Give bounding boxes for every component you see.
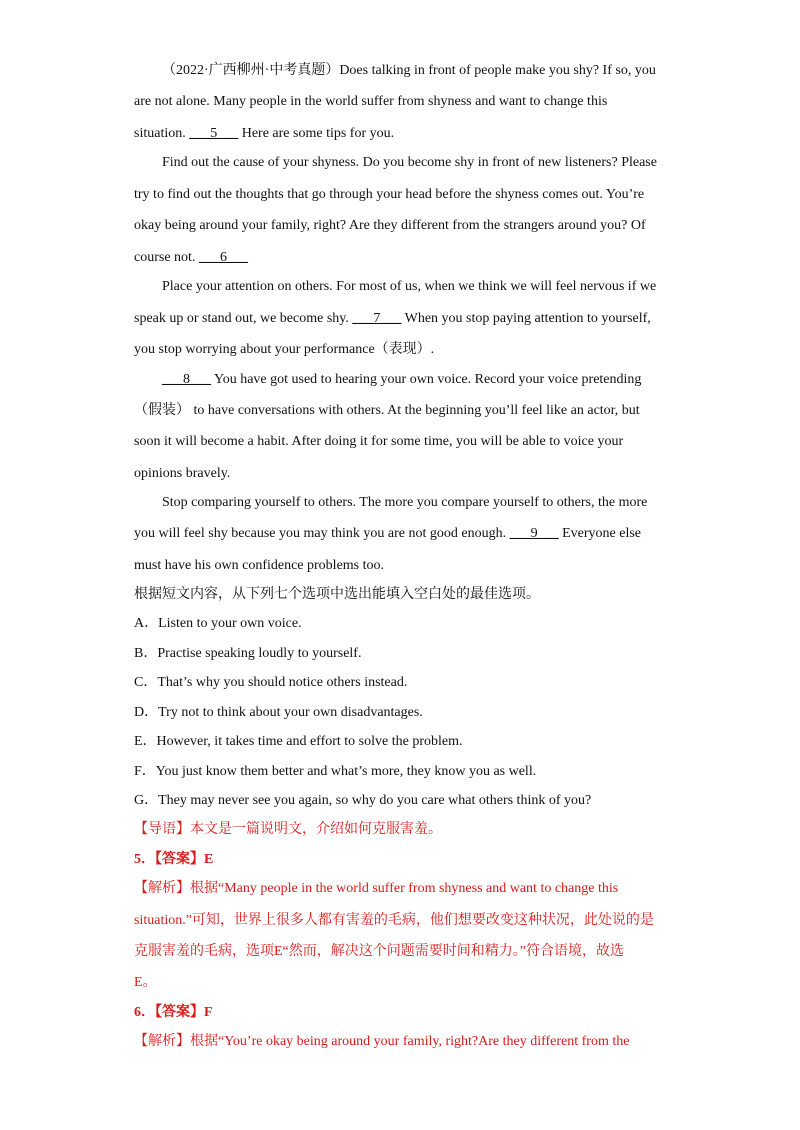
answer-6: 6．【答案】F <box>134 1005 213 1020</box>
passage-text: Here are some tips for you. <box>241 126 395 141</box>
blank-5: ___5___ <box>189 126 239 141</box>
passage-line: okay being around your family, right? Are they different from the strangers around you? Of <box>134 218 646 233</box>
option-a: A．Listen to your own voice. <box>134 616 302 631</box>
explanation-5: E。 <box>134 975 157 990</box>
passage-text: speak up or stand out, we become shy. <box>134 311 349 326</box>
blank-7: ___7___ <box>352 311 402 326</box>
passage-text: course not. <box>134 250 196 265</box>
option-c: C．That’s why you should notice others instead. <box>134 675 408 690</box>
passage-line <box>162 370 641 390</box>
passage-line: try to find out the thoughts that go through your head before the shyness comes out. You’re <box>134 187 645 202</box>
blank-8: ___8___ <box>162 372 211 387</box>
passage-text: When you stop paying attention to yourself, <box>404 311 651 326</box>
passage-line: you stop worrying about your performance（表现）. <box>134 342 435 357</box>
passage-line: opinions bravely. <box>134 466 231 481</box>
option-e: E．However, it takes time and effort to solve the problem. <box>134 734 463 749</box>
analysis-intro: 【导语】本文是一篇说明文，介绍如何克服害羞。 <box>134 822 442 837</box>
option-g: G．They may never see you again, so why do you care what others think of you? <box>134 793 592 808</box>
passage-line: Stop comparing yourself to others. The more you compare yourself to others, the more <box>162 495 648 510</box>
passage-line: Find out the cause of your shyness. Do you become shy in front of new listeners? Please <box>162 155 657 170</box>
explanation-5: 【解析】根据“Many people in the world suffer from shyness and want to change this <box>134 881 619 896</box>
explanation-5: 克服害羞的毛病，选项E“然而，解决这个问题需要时间和精力。”符合语境，故选 <box>134 944 624 959</box>
passage-line: are not alone. Many people in the world suffer from shyness and want to change this <box>134 94 608 109</box>
passage-line <box>134 124 394 144</box>
blank-6: ___6___ <box>198 250 248 265</box>
passage-line: must have his own confidence problems too. <box>134 558 385 573</box>
passage-text: you will feel shy because you may think you are not good enough. <box>134 526 507 541</box>
passage-text: Everyone else <box>562 526 642 541</box>
instruction: 根据短文内容，从下列七个选项中选出能填入空白处的最佳选项。 <box>134 587 540 602</box>
explanation-5: situation.”可知，世界上很多人都有害羞的毛病，他们想要改变这种状况，此处说的是 <box>134 913 654 928</box>
passage-line <box>134 309 651 329</box>
explanation-6: 【解析】根据“You’re okay being around your family, right?Are they different from the <box>134 1034 630 1049</box>
blank-9: ___9___ <box>509 526 559 541</box>
passage-line: Place your attention on others. For most of us, when we think we will feel nervous if we <box>162 279 657 294</box>
passage-line <box>134 524 641 544</box>
option-b: B．Practise speaking loudly to yourself. <box>134 646 362 661</box>
option-f: F．You just know them better and what’s more, they know you as well. <box>134 764 537 779</box>
answer-5: 5．【答案】E <box>134 852 214 867</box>
passage-line: soon it will become a habit. After doing it for some time, you will be able to voice your <box>134 434 624 449</box>
passage-line: （2022·广西柳州·中考真题）Does talking in front of people make you shy? If so, you <box>162 63 656 78</box>
passage-line: （假装） to have conversations with others. At the beginning you’ll feel like an actor, but <box>134 403 640 418</box>
option-d: D．Try not to think about your own disadvantages. <box>134 705 423 720</box>
passage-line <box>134 248 248 268</box>
passage-text: situation. <box>134 126 186 141</box>
passage-text: You have got used to hearing your own voice. Record your voice pretending <box>213 372 642 387</box>
